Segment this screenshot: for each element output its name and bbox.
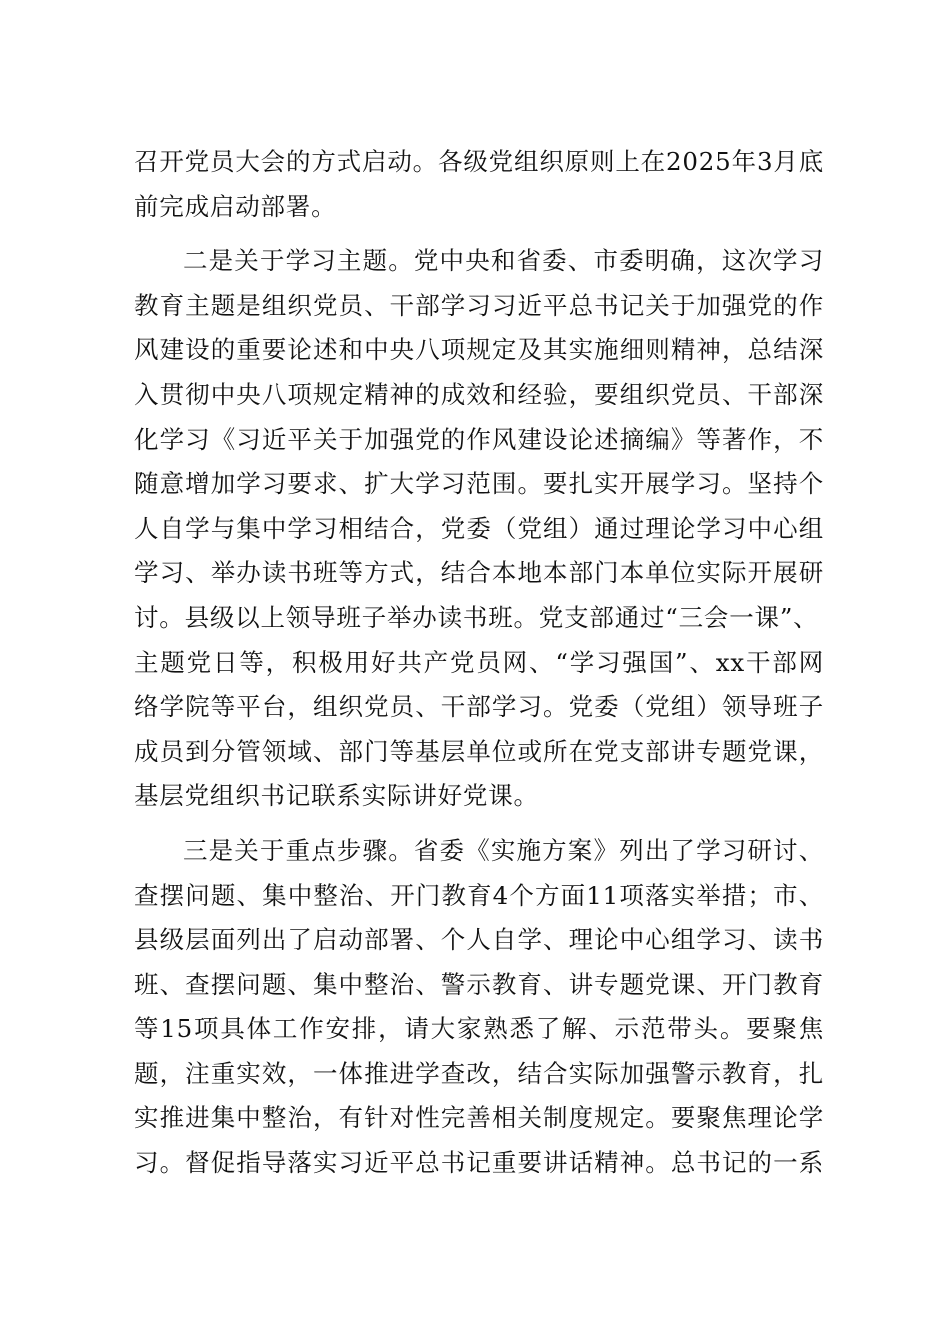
paragraph-line: 等15项具体工作安排，请大家熟悉了解、示范带头。要聚焦 (134, 1014, 824, 1044)
paragraph-line: 实推进集中整治，有针对性完善相关制度规定。要聚焦理论学 (134, 1103, 824, 1133)
paragraph-3 (134, 829, 824, 1186)
paragraph-line: 化学习《习近平关于加强党的作风建设论述摘编》等著作，不 (134, 424, 824, 454)
paragraph-line: 三是关于重点步骤。省委《实施方案》列出了学习研讨、 (183, 835, 824, 865)
paragraph-line: 学习、举办读书班等方式，结合本地本部门本单位实际开展研 (134, 558, 824, 588)
paragraph-line: 主题党日等，积极用好共产党员网、“学习强国”、xx干部网 (134, 647, 824, 677)
paragraph-line: 人自学与集中学习相结合，党委（党组）通过理论学习中心组 (134, 513, 824, 543)
paragraph-line: 入贯彻中央八项规定精神的成效和经验，要组织党员、干部深 (134, 379, 824, 409)
paragraph-line: 随意增加学习要求、扩大学习范围。要扎实开展学习。坚持个 (134, 469, 824, 499)
paragraph-line: 络学院等平台，组织党员、干部学习。党委（党组）领导班子 (134, 692, 824, 722)
paragraph-line: 召开党员大会的方式启动。各级党组织原则上在2025年3月底 (134, 147, 824, 176)
document-body (134, 140, 824, 1186)
paragraph-line: 二是关于学习主题。党中央和省委、市委明确，这次学习 (183, 246, 824, 276)
paragraph-line: 前完成启动部署。 (134, 191, 337, 221)
paragraph-line: 风建设的重要论述和中央八项规定及其实施细则精神，总结深 (134, 335, 824, 365)
paragraph-line: 讨。县级以上领导班子举办读书班。党支部通过“三会一课”、 (134, 602, 819, 632)
paragraph-line: 教育主题是组织党员、干部学习习近平总书记关于加强党的作 (134, 290, 824, 320)
paragraph-line: 班、查摆问题、集中整治、警示教育、讲专题党课、开门教育 (134, 969, 824, 999)
paragraph-1 (134, 140, 824, 229)
paragraph-2 (134, 239, 824, 819)
paragraph-line: 题，注重实效，一体推进学查改，结合实际加强警示教育，扎 (134, 1058, 824, 1088)
paragraph-line: 基层党组织书记联系实际讲好党课。 (134, 781, 539, 811)
paragraph-line: 县级层面列出了启动部署、个人自学、理论中心组学习、读书 (134, 925, 824, 955)
paragraph-line: 成员到分管领域、部门等基层单位或所在党支部讲专题党课， (134, 736, 824, 766)
paragraph-line: 查摆问题、集中整治、开门教育4个方面11项落实举措；市、 (134, 880, 824, 910)
paragraph-line: 习。督促指导落实习近平总书记重要讲话精神。总书记的一系 (134, 1148, 824, 1178)
